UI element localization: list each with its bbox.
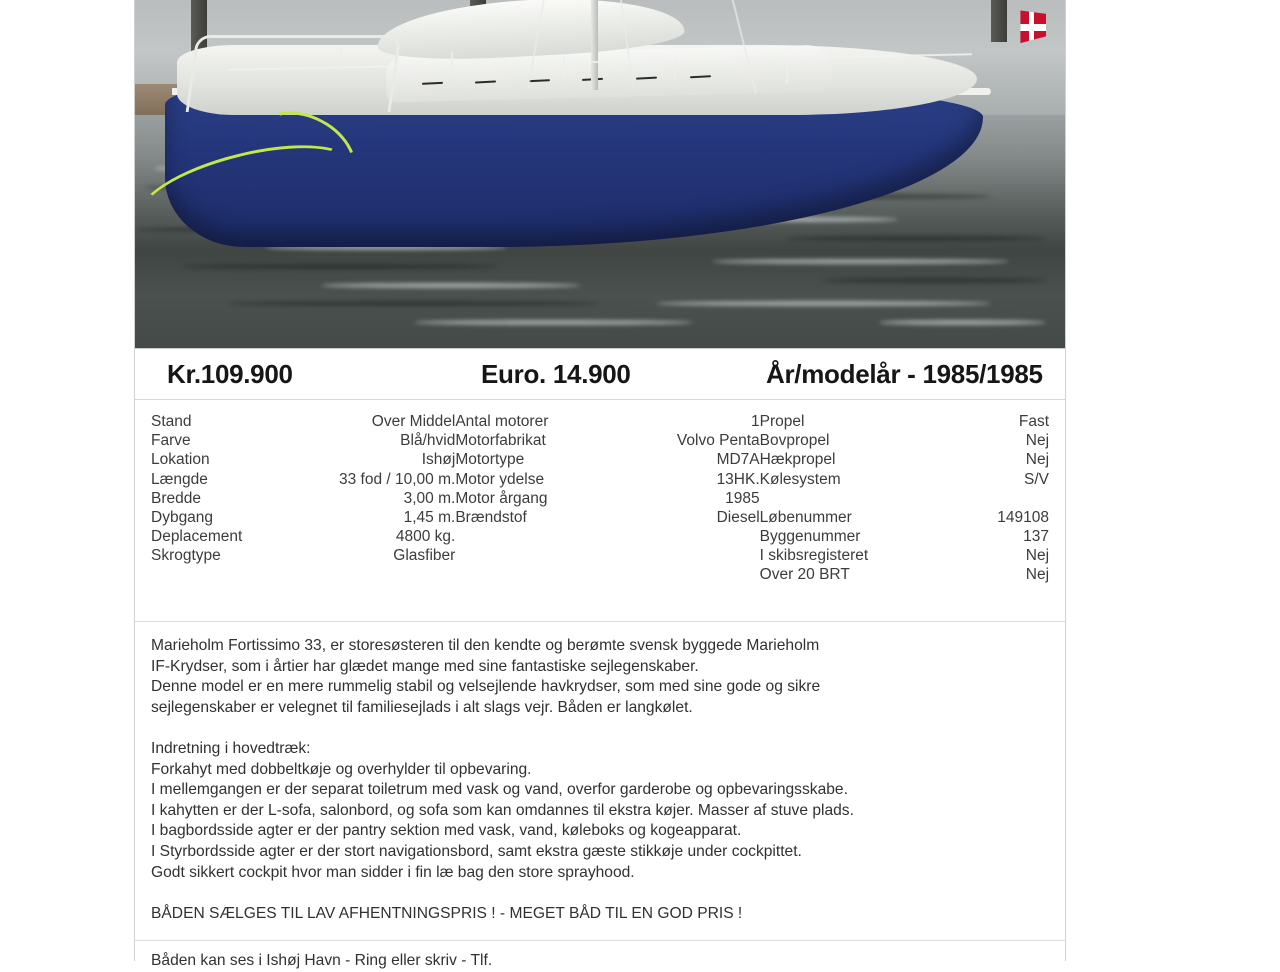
- spec-value: Glasfiber: [393, 547, 456, 565]
- description-line: Denne model er en mere rummelig stabil og velsejlende havkrydser, som med sine gode og sikre: [151, 678, 821, 696]
- price-band: [135, 348, 1065, 400]
- price-eur: Euro. 14.900: [481, 358, 631, 389]
- spec-key: Motor årgang: [455, 489, 548, 507]
- mast-icon: [591, 0, 598, 90]
- model-year: År/modelår - 1985/1985: [766, 358, 1043, 389]
- spec-column-registration: [760, 412, 1049, 601]
- spec-value: Over Middel: [371, 413, 456, 430]
- spec-key: Brændstof: [455, 509, 527, 527]
- description-line: Forkahyt med dobbeltkøje og overhylder til opbevaring.: [151, 760, 532, 778]
- photo-canvas: [135, 0, 1065, 348]
- spec-row: [151, 431, 455, 450]
- price-dkk: Kr.109.900: [167, 358, 293, 389]
- spec-value: 33 fod / 10,00 m.: [339, 470, 456, 488]
- spec-row: [151, 412, 455, 431]
- bow-pulpit: [185, 35, 400, 112]
- spec-value: 149108: [997, 508, 1050, 526]
- spec-value: Volvo Penta: [676, 432, 760, 450]
- spec-row: [151, 546, 455, 565]
- spec-row: [760, 412, 1049, 431]
- description-line: I mellemgangen er der separat toiletrum med vask og vand, overfor garderobe og opbevaringsskabe.: [151, 781, 848, 799]
- description-line: I Styrbordsside agter er der stort navigationsbord, samt ekstra gæste stikkøje under cockpittet.: [151, 842, 802, 860]
- spec-row: [760, 565, 1049, 584]
- spec-key: Kølesystem: [759, 470, 841, 488]
- contact-footer: [135, 941, 1065, 970]
- description-line: IF-Krydser, som i årtier har glædet mange med sine fantastiske sejlegenskaber.: [151, 657, 699, 675]
- spec-key: Farve: [151, 432, 191, 450]
- description-line: BÅDEN SÆLGES TIL LAV AFHENTNINGSPRIS ! - MEGET BÅD TIL EN GOD PRIS !: [151, 904, 743, 922]
- sailboat-photo[interactable]: [135, 0, 1065, 348]
- spec-row: [151, 470, 455, 489]
- spec-column-engine: [455, 412, 759, 601]
- contact-line: Båden kan ses i Ishøj Havn - Ring eller skriv - Tlf.: [151, 952, 493, 970]
- spec-key: Antal motorer: [455, 413, 549, 430]
- spec-value: MD7A: [716, 451, 760, 469]
- spec-value: Nej: [1025, 566, 1050, 584]
- spec-key: Over 20 BRT: [759, 566, 850, 584]
- spec-value: Diesel: [716, 509, 760, 527]
- spec-key: Løbenummer: [759, 508, 852, 526]
- specifications-table: [135, 400, 1065, 622]
- description-line: sejlegenskaber er velegnet til familiesejlads i alt slags vejr. Båden er langkølet.: [151, 698, 693, 716]
- spec-row: [455, 431, 759, 450]
- spec-column-general: [151, 412, 455, 601]
- spec-key: Lokation: [151, 451, 210, 469]
- spec-key: I skibsregisteret: [759, 547, 869, 565]
- boat-listing-panel: [134, 0, 1066, 970]
- spec-key: Bredde: [151, 489, 201, 507]
- description-line: I bagbordsside agter er der pantry sektion med vask, vand, køleboks og kogeapparat.: [151, 822, 742, 840]
- spec-key: Dybgang: [151, 509, 214, 527]
- spec-key: Motor ydelse: [455, 470, 545, 488]
- spec-spacer: [760, 489, 1049, 508]
- spec-key: Bovpropel: [759, 432, 830, 450]
- spec-row: [151, 450, 455, 469]
- spec-row: [151, 508, 455, 527]
- piling-icon: [991, 0, 1007, 42]
- spec-key: Deplacement: [151, 528, 243, 546]
- spec-key: Længde: [151, 470, 208, 488]
- spec-value: Blå/hvid: [400, 432, 456, 450]
- spec-row: [760, 527, 1049, 546]
- spec-value: 3,00 m.: [403, 489, 456, 507]
- description-line: I kahytten er der L-sofa, salonbord, og sofa som kan omdannes til ekstra køjer. Masser af stuve plads.: [151, 801, 854, 819]
- spec-row: [760, 508, 1049, 527]
- spec-value: Nej: [1025, 432, 1050, 450]
- spec-row: [151, 489, 455, 508]
- spec-value: 1: [751, 413, 760, 430]
- spec-value: 4800 kg.: [395, 528, 456, 546]
- spec-row: [455, 412, 759, 431]
- description-line: Marieholm Fortissimo 33, er storesøsteren til den kendte og berømte svensk byggede Marieholm: [151, 637, 820, 654]
- spec-key: Stand: [151, 413, 192, 430]
- spec-value: Fast: [1018, 413, 1050, 430]
- spec-key: Motortype: [455, 451, 525, 469]
- spec-value: 137: [1023, 528, 1050, 546]
- spec-row: [760, 450, 1049, 469]
- description-line: Godt sikkert cockpit hvor man sidder i fin læ bag den store sprayhood.: [151, 863, 635, 881]
- spec-value: 1985: [725, 489, 760, 507]
- spec-value: Ishøj: [421, 451, 456, 469]
- spec-key: Propel: [759, 413, 805, 430]
- spec-row: [760, 546, 1049, 565]
- spec-value: Nej: [1025, 547, 1050, 565]
- spec-value: Nej: [1025, 451, 1050, 469]
- spec-row: [455, 489, 759, 508]
- spec-value: 13HK.: [716, 470, 760, 488]
- spec-key: Byggenummer: [759, 528, 861, 546]
- description-blank-line: [151, 718, 1049, 739]
- spec-row: [455, 508, 759, 527]
- spec-row: [760, 431, 1049, 450]
- spec-row: [760, 470, 1049, 489]
- description-text: [135, 622, 1065, 941]
- spec-value: S/V: [1024, 470, 1050, 488]
- spec-row: [455, 450, 759, 469]
- spec-value: 1,45 m.: [403, 509, 456, 527]
- spec-row: [151, 527, 455, 546]
- spec-key: Skrogtype: [151, 547, 221, 565]
- description-line: Indretning i hovedtræk:: [151, 739, 311, 757]
- spec-row: [455, 470, 759, 489]
- spec-key: Motorfabrikat: [455, 432, 546, 450]
- spec-key: Hækpropel: [759, 451, 836, 469]
- description-blank-line: [151, 883, 1049, 904]
